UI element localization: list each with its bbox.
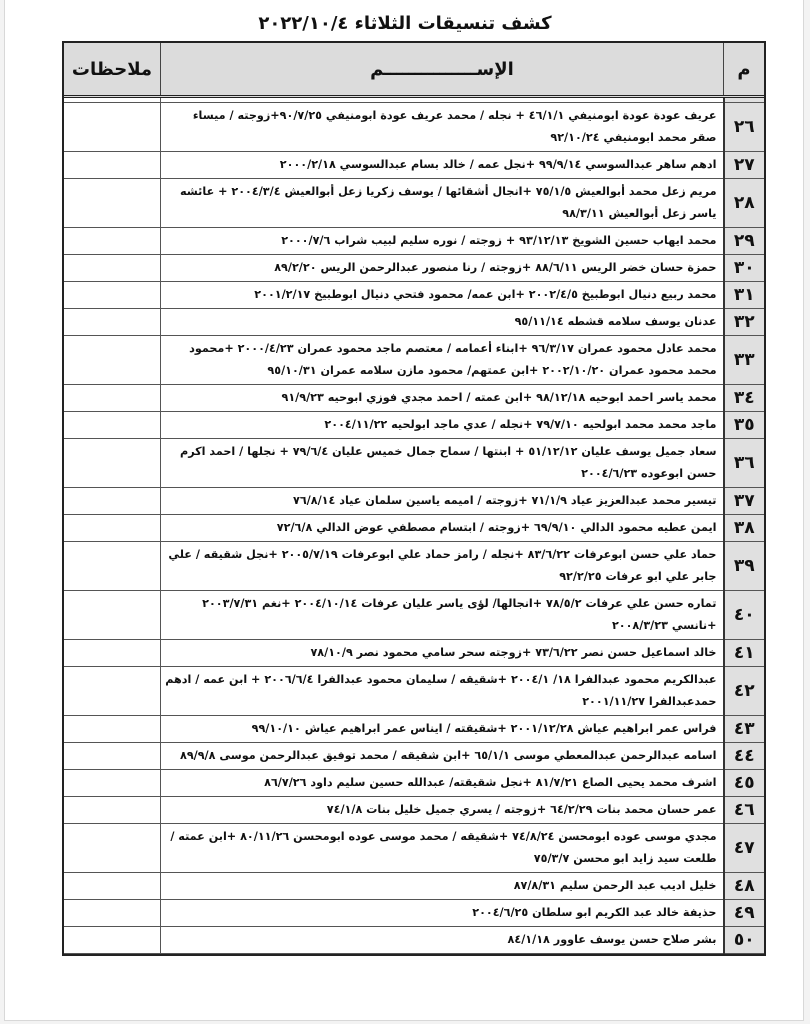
row-number: ٣٧ [724, 488, 765, 515]
row-number: ٤٦ [724, 797, 765, 824]
header-number: م [724, 43, 765, 97]
row-notes [64, 542, 161, 591]
table-row [64, 255, 764, 282]
row-names: محمد عادل محمود عمران ٩٦/٣/١٧ +ابناء أعمامه / معتصم ماجد محمود عمران ٢٠٠٠/٤/٢٣ +محمود محمد محمود عمران ٢٠٠٢/١٠/٢٠ +ابن عمتهم/ محمود مازن سلامه عمران ٩٥/١٠/٣١ [161, 336, 724, 385]
table-row [64, 770, 764, 797]
table-row [64, 515, 764, 542]
row-notes [64, 927, 161, 954]
table-row [64, 591, 764, 640]
row-notes [64, 716, 161, 743]
row-number: ٢٩ [724, 228, 765, 255]
row-notes [64, 228, 161, 255]
row-number: ٤٤ [724, 743, 765, 770]
row-names: اسامه عبدالرحمن عبدالمعطي موسى ٦٥/١/١ +ابن شقيقه / محمد توفيق عبدالرحمن موسى ٨٩/٩/٨ [161, 743, 724, 770]
row-names: خالد اسماعيل حسن نصر ٧٣/٦/٢٢ +زوجته سحر سامي محمود نصر ٧٨/١٠/٩ [161, 640, 724, 667]
row-notes [64, 152, 161, 179]
table-row [64, 412, 764, 439]
row-names: محمد ايهاب حسين الشويخ ٩٣/١٢/١٣ + زوجته / نوره سليم لبيب شراب ٢٠٠٠/٧/٦ [161, 228, 724, 255]
row-names: عبدالكريم محمود عبدالفرا ١٨/ ٢٠٠٤/١ +شقيقه / سليمان محمود عبدالفرا ٢٠٠٦/٦/٤ + ابن عمه / ادهم حمدعبدالفرا ٢٠٠١/١١/٢٧ [161, 667, 724, 716]
row-notes [64, 385, 161, 412]
table-row [64, 103, 764, 152]
row-notes [64, 640, 161, 667]
row-notes [64, 824, 161, 873]
row-names: محمد ياسر احمد ابوحيه ٩٨/١٢/١٨ +ابن عمته / احمد مجدي فوزي ابوحيه ٩١/٩/٢٣ [161, 385, 724, 412]
row-number: ٣٥ [724, 412, 765, 439]
row-notes [64, 770, 161, 797]
row-number: ٢٧ [724, 152, 765, 179]
row-names: ايمن عطيه محمود الدالي ٦٩/٩/١٠ +زوجته / ابتسام مصطفي عوض الدالي ٧٢/٦/٨ [161, 515, 724, 542]
row-names: تماره حسن علي عرفات ٧٨/٥/٢ +انجالها/ لؤى ياسر عليان عرفات ٢٠٠٤/١٠/١٤ +نغم ٢٠٠٣/٧/٣١ +نانسي ٢٠٠٨/٣/٢٣ [161, 591, 724, 640]
row-number: ٣٦ [724, 439, 765, 488]
row-names: مريم زعل محمد أبوالعيش ٧٥/١/٥ +انجال أشقائها / يوسف زكريا زعل أبوالعيش ٢٠٠٤/٣/٤ + عائشه ياسر زعل أبوالعيش ٩٨/٣/١١ [161, 179, 724, 228]
document-page [4, 0, 804, 1021]
row-number: ٢٦ [724, 103, 765, 152]
row-names: حماد علي حسن ابوعرفات ٨٣/٦/٢٢ +نجله / رامز حماد علي ابوعرفات ٢٠٠٥/٧/١٩ +نجل شقيقه / علي جابر علي ابو عرفات ٩٢/٢/٢٥ [161, 542, 724, 591]
table-row [64, 824, 764, 873]
row-notes [64, 873, 161, 900]
row-names: عمر حسان محمد بنات ٦٤/٢/٢٩ +زوجته / يسري جميل خليل بنات ٧٤/١/٨ [161, 797, 724, 824]
table-row [64, 282, 764, 309]
row-notes [64, 743, 161, 770]
row-number: ٤٠ [724, 591, 765, 640]
row-names: عريف عودة عودة ابومنيفي ٤٦/١/١ + نجله / محمد عريف عودة ابومنيفي ٩٠/٧/٢٥+زوجته / ميساء صقر محمد ابومنيفي ٩٢/١٠/٢٤ [161, 103, 724, 152]
row-names: محمد ربيع دنيال ابوطبيخ ٢٠٠٢/٤/٥ +ابن عمه/ محمود فتحي دنيال ابوطبيخ ٢٠٠١/٢/١٧ [161, 282, 724, 309]
row-notes [64, 179, 161, 228]
header-name: الإســـــــــــــــم [161, 43, 724, 97]
row-names: خليل اديب عبد الرحمن سليم ٨٧/٨/٣١ [161, 873, 724, 900]
names-table [64, 43, 764, 954]
table-row [64, 336, 764, 385]
row-names: حمزة حسان خضر الريس ٨٨/٦/١١ +زوجته / رنا منصور عبدالرحمن الريس ٨٩/٢/٢٠ [161, 255, 724, 282]
row-number: ٣٩ [724, 542, 765, 591]
row-number: ٤٩ [724, 900, 765, 927]
row-notes [64, 591, 161, 640]
row-names: حذيفة خالد عبد الكريم ابو سلطان ٢٠٠٤/٦/٢٥ [161, 900, 724, 927]
table-row [64, 927, 764, 954]
table-row [64, 743, 764, 770]
row-names: فراس عمر ابراهيم عياش ٢٠٠١/١٢/٢٨ +شقيقته / ايناس عمر ابراهيم عياش ٩٩/١٠/١٠ [161, 716, 724, 743]
row-number: ٣٨ [724, 515, 765, 542]
row-notes [64, 797, 161, 824]
row-notes [64, 515, 161, 542]
row-number: ٤٣ [724, 716, 765, 743]
row-notes [64, 667, 161, 716]
row-names: مجدي موسى عوده ابومحسن ٧٤/٨/٢٤ +شقيقه / محمد موسى عوده ابومحسن ٨٠/١١/٢٦ +ابن عمته / طلعت سيد زايد ابو محسن ٧٥/٣/٧ [161, 824, 724, 873]
row-notes [64, 336, 161, 385]
table-body [64, 97, 764, 954]
table-row [64, 488, 764, 515]
row-number: ٥٠ [724, 927, 765, 954]
table-row [64, 716, 764, 743]
row-number: ٣٣ [724, 336, 765, 385]
row-notes [64, 282, 161, 309]
table-row [64, 797, 764, 824]
table-row [64, 385, 764, 412]
row-names: عدنان يوسف سلامه قشطه ٩٥/١١/١٤ [161, 309, 724, 336]
table-row [64, 873, 764, 900]
table-row [64, 309, 764, 336]
row-names: سعاد جميل يوسف عليان ٥١/١٢/١٢ + ابنتها / سماح جمال خميس عليان ٧٩/٦/٤ + نجلها / احمد اكرم حسن ابوعوده ٢٠٠٤/٦/٢٣ [161, 439, 724, 488]
row-notes [64, 309, 161, 336]
table-row [64, 542, 764, 591]
names-table-container [62, 41, 766, 956]
row-number: ٢٨ [724, 179, 765, 228]
table-row [64, 900, 764, 927]
row-notes [64, 439, 161, 488]
row-notes [64, 255, 161, 282]
row-names: ماجد محمد محمد ابولحيه ٧٩/٧/١٠ +نجله / عدي ماجد ابولحيه ٢٠٠٤/١١/٢٢ [161, 412, 724, 439]
row-names: اشرف محمد يحيى الصاع ٨١/٧/٢١ +نجل شقيقته/ عبدالله حسين سليم داود ٨٦/٧/٢٦ [161, 770, 724, 797]
row-notes [64, 412, 161, 439]
table-row [64, 439, 764, 488]
row-number: ٤٥ [724, 770, 765, 797]
row-number: ٤١ [724, 640, 765, 667]
row-notes [64, 900, 161, 927]
table-row [64, 152, 764, 179]
row-names: تيسير محمد عبدالعزيز عياد ٧١/١/٩ +زوجته / اميمه ياسين سلمان عياد ٧٦/٨/١٤ [161, 488, 724, 515]
row-notes [64, 488, 161, 515]
row-number: ٤٢ [724, 667, 765, 716]
table-row [64, 179, 764, 228]
row-names: ادهم ساهر عبدالسوسي ٩٩/٩/١٤ +نجل عمه / خالد بسام عبدالسوسي ٢٠٠٠/٢/١٨ [161, 152, 724, 179]
table-row [64, 228, 764, 255]
table-row [64, 640, 764, 667]
row-number: ٣٠ [724, 255, 765, 282]
row-notes [64, 103, 161, 152]
row-number: ٤٧ [724, 824, 765, 873]
row-number: ٣٢ [724, 309, 765, 336]
header-notes: ملاحظات [64, 43, 161, 97]
row-number: ٣٤ [724, 385, 765, 412]
table-header-row [64, 43, 764, 97]
table-row [64, 667, 764, 716]
page-title: كشف تنسيقات الثلاثاء ٢٠٢٢/١٠/٤ [258, 13, 552, 34]
row-number: ٤٨ [724, 873, 765, 900]
row-names: بشر صلاح حسن يوسف عاوور ٨٤/١/١٨ [161, 927, 724, 954]
row-number: ٣١ [724, 282, 765, 309]
